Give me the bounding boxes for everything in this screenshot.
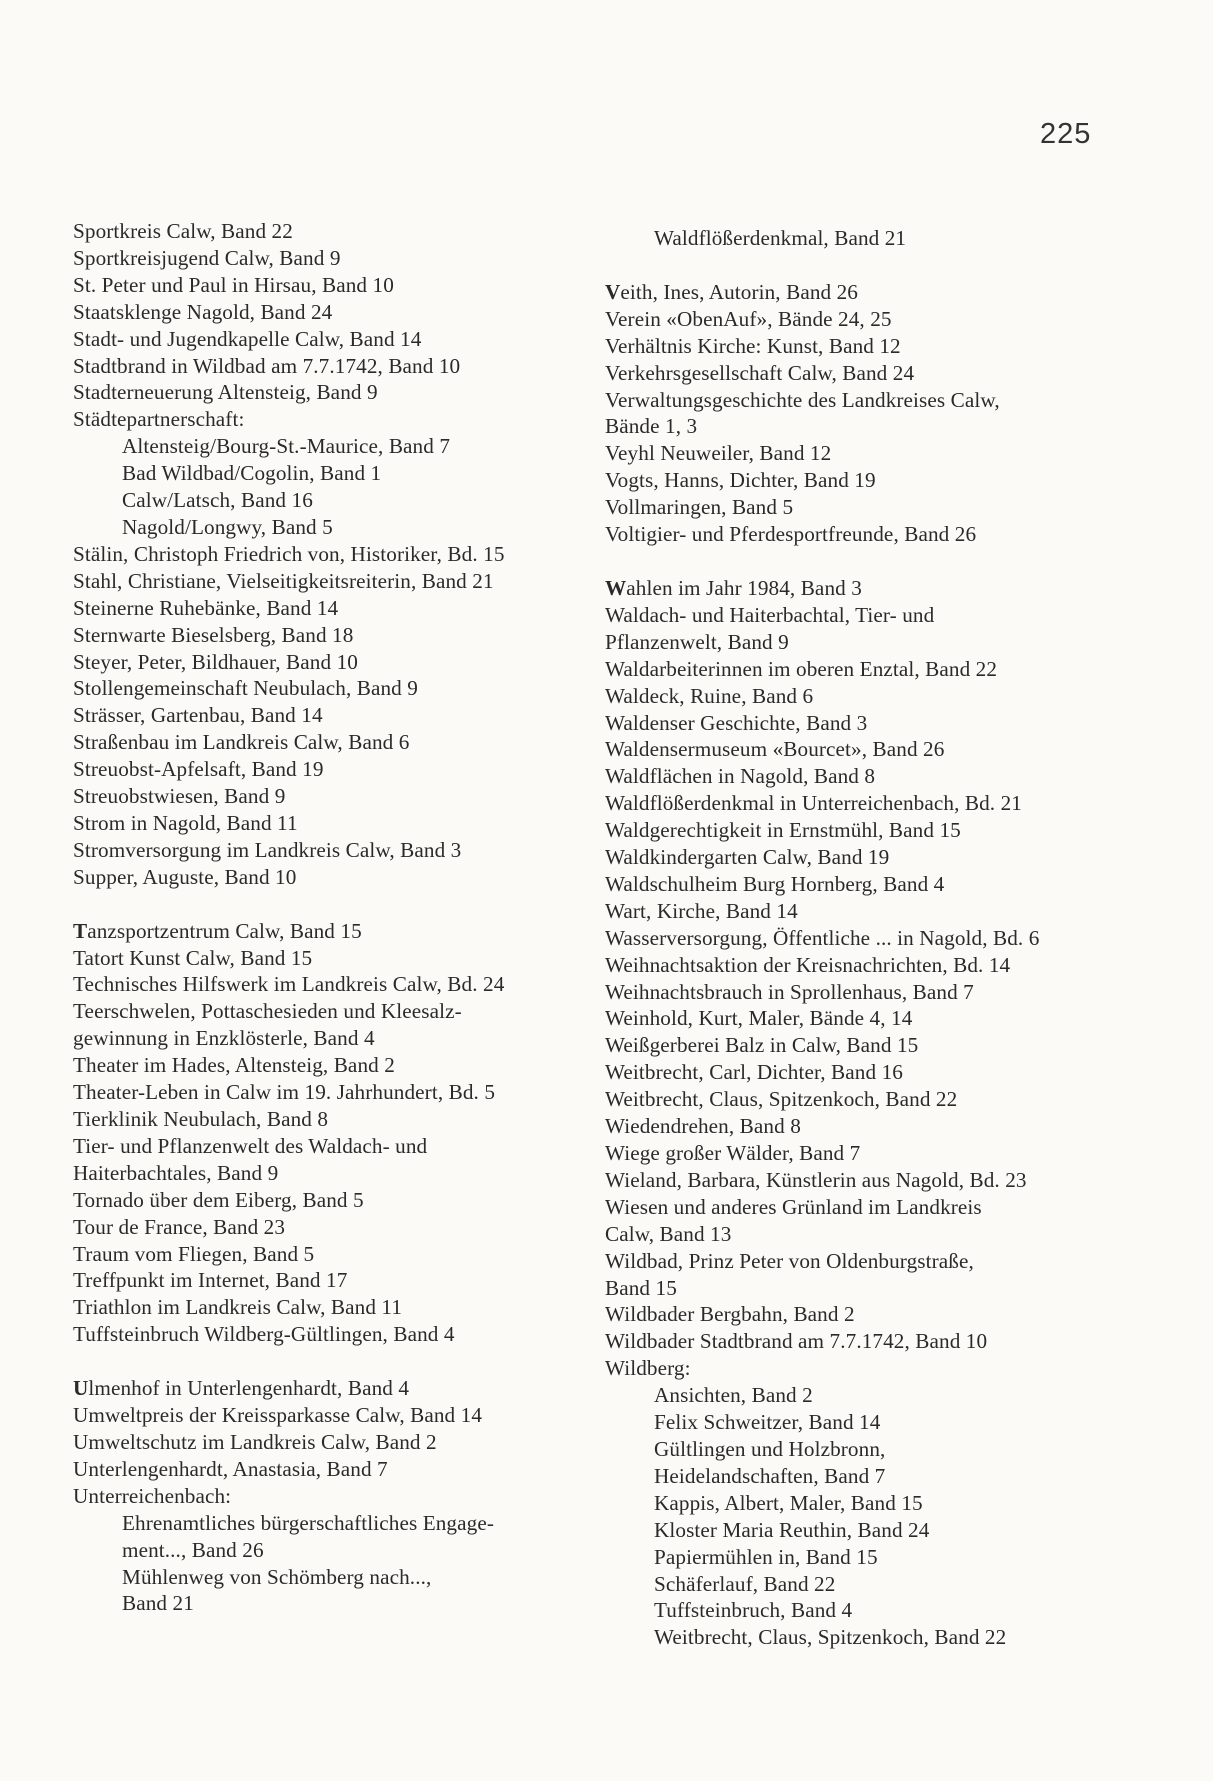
index-entry-text: anzsportzentrum Calw, Band 15 bbox=[87, 918, 362, 943]
index-entry: Theater-Leben in Calw im 19. Jahrhundert, Bd. 5 bbox=[73, 1080, 496, 1105]
index-entry: Verein «ObenAuf», Bände 24, 25 bbox=[605, 306, 892, 331]
index-entry: Waldeck, Ruine, Band 6 bbox=[605, 683, 814, 708]
index-entry: Waldgerechtigkeit in Ernstmühl, Band 15 bbox=[605, 818, 961, 843]
index-subentry: Kappis, Albert, Maler, Band 15 bbox=[654, 1490, 923, 1515]
index-entry: Verkehrsgesellschaft Calw, Band 24 bbox=[605, 360, 915, 385]
section-gap bbox=[73, 891, 593, 918]
index-entry: Unterreichenbach: bbox=[73, 1483, 232, 1508]
index-entry: St. Peter und Paul in Hirsau, Band 10 bbox=[73, 272, 394, 297]
index-entry bbox=[73, 1375, 593, 1402]
index-entry: Streuobstwiesen, Band 9 bbox=[73, 784, 286, 809]
index-entry bbox=[73, 918, 593, 945]
index-entry: Unterlengenhardt, Anastasia, Band 7 bbox=[73, 1456, 388, 1481]
index-entry: Stälin, Christoph Friedrich von, Historiker, Bd. 15 bbox=[73, 541, 505, 566]
index-subentry: Weitbrecht, Claus, Spitzenkoch, Band 22 bbox=[654, 1625, 1007, 1650]
index-subentry: Bad Wildbad/Cogolin, Band 1 bbox=[122, 461, 382, 486]
index-entry: Waldach- und Haiterbachtal, Tier- und bbox=[605, 602, 935, 627]
index-entry-text: lmenhof in Unterlengenhardt, Band 4 bbox=[88, 1376, 410, 1401]
index-entry: Supper, Auguste, Band 10 bbox=[73, 864, 297, 889]
index-subentry: Waldflößerdenkmal, Band 21 bbox=[654, 226, 907, 250]
index-subentry: Altensteig/Bourg-St.-Maurice, Band 7 bbox=[122, 434, 451, 459]
index-entry: Vollmaringen, Band 5 bbox=[605, 495, 794, 520]
index-entry: Weihnachtsaktion der Kreisnachrichten, Bd. 14 bbox=[605, 952, 1011, 977]
index-entry: Weihnachtsbrauch in Sprollenhaus, Band 7 bbox=[605, 979, 974, 1004]
page-number: 225 bbox=[1040, 118, 1092, 150]
index-entry: Wiedendrehen, Band 8 bbox=[605, 1114, 801, 1139]
index-entry: gewinnung in Enzklösterle, Band 4 bbox=[73, 1026, 375, 1051]
index-entry: Staatsklenge Nagold, Band 24 bbox=[73, 299, 333, 324]
index-entry: Wildbader Stadtbrand am 7.7.1742, Band 10 bbox=[605, 1329, 988, 1354]
index-entry: Wieland, Barbara, Künstlerin aus Nagold, Bd. 23 bbox=[605, 1167, 1027, 1192]
index-entry: Wildbad, Prinz Peter von Oldenburgstraße, bbox=[605, 1248, 974, 1273]
index-entry: Waldschulheim Burg Hornberg, Band 4 bbox=[605, 871, 945, 896]
index-entry: Triathlon im Landkreis Calw, Band 11 bbox=[73, 1295, 403, 1320]
index-entry: Wasserversorgung, Öffentliche ... in Nagold, Bd. 6 bbox=[605, 925, 1040, 950]
index-entry: Treffpunkt im Internet, Band 17 bbox=[73, 1268, 348, 1293]
index-column-left bbox=[73, 218, 593, 1617]
index-entry: Band 15 bbox=[605, 1275, 677, 1300]
index-entry: Stollengemeinschaft Neubulach, Band 9 bbox=[73, 676, 418, 701]
index-entry: Streuobst-Apfelsaft, Band 19 bbox=[73, 757, 324, 782]
section-initial-letter: U bbox=[73, 1376, 89, 1401]
index-entry: Steinerne Ruhebänke, Band 14 bbox=[73, 595, 339, 620]
index-entry: Tuffsteinbruch Wildberg-Gültlingen, Band 4 bbox=[73, 1322, 455, 1347]
index-entry: Wiege großer Wälder, Band 7 bbox=[605, 1141, 861, 1165]
index-entry: Wiesen und anderes Grünland im Landkreis bbox=[605, 1194, 982, 1219]
index-subentry: Kloster Maria Reuthin, Band 24 bbox=[654, 1517, 930, 1542]
index-subentry: Ehrenamtliches bürgerschaftliches Engage- bbox=[122, 1510, 494, 1535]
index-entry: Umweltpreis der Kreissparkasse Calw, Band 14 bbox=[73, 1403, 483, 1428]
index-subentry: Calw/Latsch, Band 16 bbox=[122, 488, 313, 513]
index-subentry: ment..., Band 26 bbox=[122, 1537, 264, 1562]
index-entry: Sportkreisjugend Calw, Band 9 bbox=[73, 245, 341, 270]
index-entry bbox=[605, 279, 1105, 306]
index-entry: Strom in Nagold, Band 11 bbox=[73, 810, 298, 835]
index-entry: Stromversorgung im Landkreis Calw, Band 3 bbox=[73, 837, 462, 862]
index-entry: Pflanzenwelt, Band 9 bbox=[605, 629, 789, 654]
index-entry: Tour de France, Band 23 bbox=[73, 1214, 286, 1239]
index-entry: Verhältnis Kirche: Kunst, Band 12 bbox=[605, 333, 901, 358]
index-entry: Weitbrecht, Carl, Dichter, Band 16 bbox=[605, 1060, 903, 1085]
index-entry: Stahl, Christiane, Vielseitigkeitsreiterin, Band 21 bbox=[73, 568, 494, 593]
index-entry: Technisches Hilfswerk im Landkreis Calw, Bd. 24 bbox=[73, 972, 505, 997]
index-entry: Traum vom Fliegen, Band 5 bbox=[73, 1241, 315, 1266]
index-entry: Umweltschutz im Landkreis Calw, Band 2 bbox=[73, 1429, 437, 1454]
index-subentry: Ansichten, Band 2 bbox=[654, 1383, 813, 1408]
index-entry: Stadt- und Jugendkapelle Calw, Band 14 bbox=[73, 326, 422, 351]
index-entry: Städtepartnerschaft: bbox=[73, 407, 245, 432]
index-entry: Bände 1, 3 bbox=[605, 414, 698, 439]
section-gap bbox=[73, 1348, 593, 1375]
index-entry: Weitbrecht, Claus, Spitzenkoch, Band 22 bbox=[605, 1087, 958, 1112]
index-entry: Haiterbachtales, Band 9 bbox=[73, 1160, 279, 1185]
index-entry: Steyer, Peter, Bildhauer, Band 10 bbox=[73, 649, 358, 674]
index-entry: Tier- und Pflanzenwelt des Waldach- und bbox=[73, 1133, 428, 1158]
index-entry: Wart, Kirche, Band 14 bbox=[605, 898, 798, 923]
section-gap bbox=[605, 548, 1105, 575]
index-entry: Voltigier- und Pferdesportfreunde, Band 26 bbox=[605, 522, 977, 547]
index-entry-text: ahlen im Jahr 1984, Band 3 bbox=[626, 575, 862, 600]
index-entry: Sternwarte Bieselsberg, Band 18 bbox=[73, 622, 354, 647]
index-entry-text: eith, Ines, Autorin, Band 26 bbox=[620, 279, 859, 304]
section-gap bbox=[605, 252, 1105, 279]
index-subentry: Heidelandschaften, Band 7 bbox=[654, 1463, 886, 1488]
index-entry: Waldarbeiterinnen im oberen Enztal, Band 22 bbox=[605, 656, 998, 681]
index-entry: Veyhl Neuweiler, Band 12 bbox=[605, 441, 832, 466]
index-column-right bbox=[605, 225, 1105, 1651]
index-entry: Wildberg: bbox=[605, 1356, 691, 1381]
index-subentry: Felix Schweitzer, Band 14 bbox=[654, 1410, 881, 1435]
index-subentry: Gültlingen und Holzbronn, bbox=[654, 1436, 886, 1461]
index-entry: Weinhold, Kurt, Maler, Bände 4, 14 bbox=[605, 1006, 913, 1031]
index-entry: Waldkindergarten Calw, Band 19 bbox=[605, 845, 890, 870]
index-entry: Tierklinik Neubulach, Band 8 bbox=[73, 1107, 329, 1131]
index-entry: Verwaltungsgeschichte des Landkreises Calw, bbox=[605, 387, 1000, 412]
index-entry: Waldflächen in Nagold, Band 8 bbox=[605, 764, 876, 789]
index-entry: Tornado über dem Eiberg, Band 5 bbox=[73, 1187, 364, 1212]
index-entry: Theater im Hades, Altensteig, Band 2 bbox=[73, 1053, 395, 1078]
index-entry: Waldenser Geschichte, Band 3 bbox=[605, 710, 868, 735]
index-entry: Weißgerberei Balz in Calw, Band 15 bbox=[605, 1033, 919, 1058]
section-initial-letter: T bbox=[73, 918, 88, 943]
index-entry: Vogts, Hanns, Dichter, Band 19 bbox=[605, 468, 876, 493]
index-subentry: Tuffsteinbruch, Band 4 bbox=[654, 1598, 853, 1623]
index-entry: Calw, Band 13 bbox=[605, 1221, 732, 1246]
index-entry: Wildbader Bergbahn, Band 2 bbox=[605, 1302, 855, 1327]
index-entry: Waldensermuseum «Bourcet», Band 26 bbox=[605, 737, 945, 762]
index-entry: Straßenbau im Landkreis Calw, Band 6 bbox=[73, 730, 410, 755]
index-entry: Strässer, Gartenbau, Band 14 bbox=[73, 703, 323, 728]
section-initial-letter: V bbox=[605, 279, 621, 304]
index-subentry: Papiermühlen in, Band 15 bbox=[654, 1544, 878, 1569]
index-entry: Sportkreis Calw, Band 22 bbox=[73, 219, 293, 243]
index-entry bbox=[605, 575, 1105, 602]
index-subentry: Band 21 bbox=[122, 1591, 194, 1616]
section-initial-letter: W bbox=[605, 575, 627, 600]
index-entry: Waldflößerdenkmal in Unterreichenbach, Bd. 21 bbox=[605, 791, 1022, 816]
index-entry: Stadtbrand in Wildbad am 7.7.1742, Band 10 bbox=[73, 353, 461, 378]
index-entry: Tatort Kunst Calw, Band 15 bbox=[73, 945, 313, 970]
index-entry: Teerschwelen, Pottaschesieden und Kleesalz- bbox=[73, 999, 462, 1024]
index-subentry: Schäferlauf, Band 22 bbox=[654, 1571, 836, 1596]
index-subentry: Nagold/Longwy, Band 5 bbox=[122, 514, 333, 539]
index-subentry: Mühlenweg von Schömberg nach..., bbox=[122, 1564, 432, 1589]
index-entry: Stadterneuerung Altensteig, Band 9 bbox=[73, 380, 378, 405]
